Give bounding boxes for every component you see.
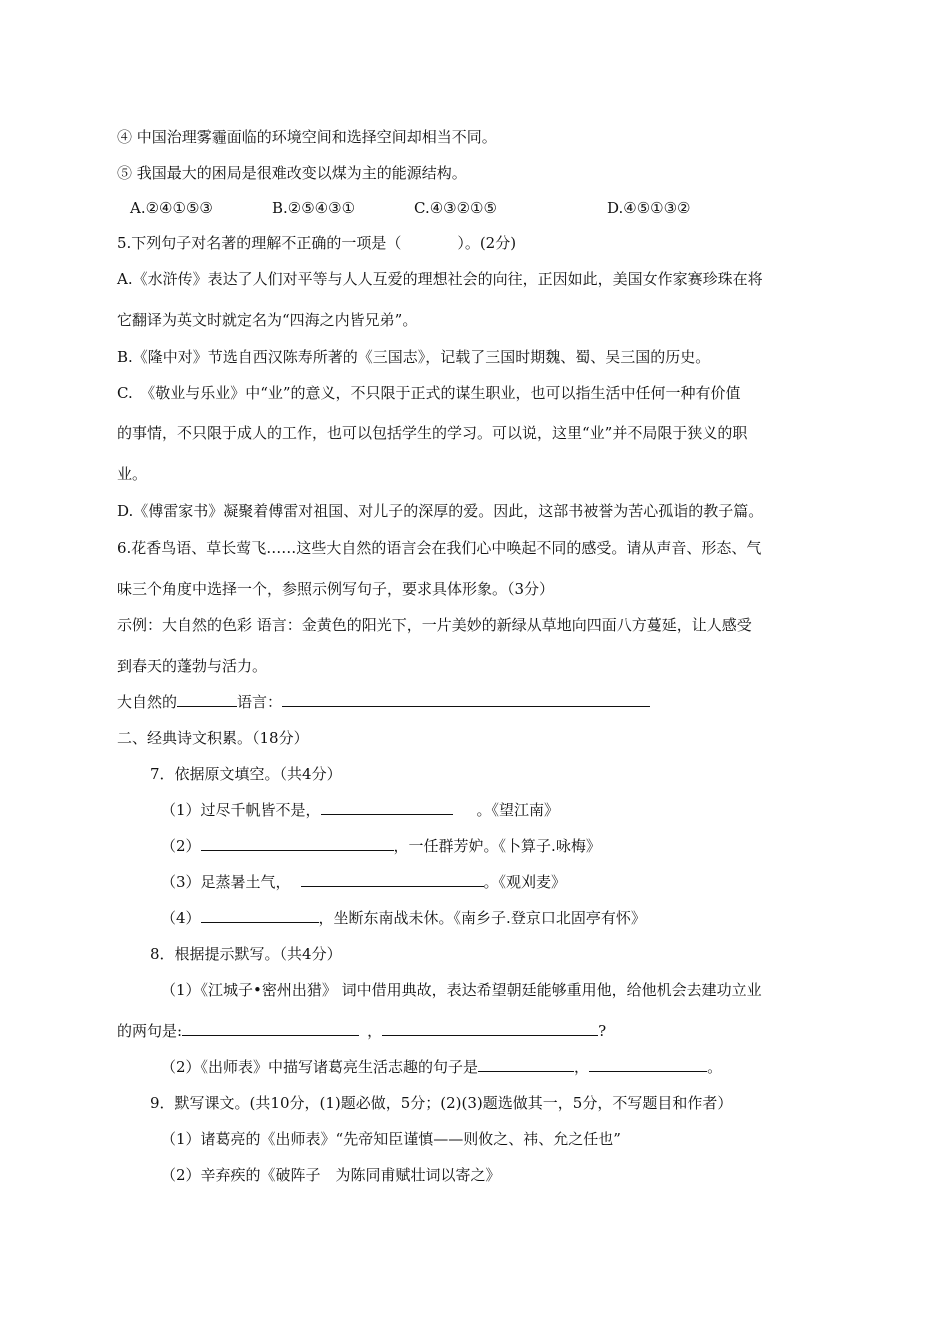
q5-option-c-line-1: C. 《敬业与乐业》中“业”的意义，不只限于正式的谋生职业，也可以指生活中任何一种有价值 <box>117 384 741 402</box>
q8-item-2-blank-1[interactable] <box>478 1056 574 1072</box>
q8-item-2 <box>161 1056 722 1078</box>
q7-item-4-number: （4） <box>161 909 201 927</box>
q8-title: 8．根据提示默写。（共4分） <box>150 945 342 963</box>
q6-language-blank[interactable] <box>282 691 650 707</box>
q7-item-2 <box>161 835 601 857</box>
q8-item-1-mark: ? <box>598 1022 607 1040</box>
q5-stem-score: ）。(2分) <box>457 234 517 252</box>
section-2-title: 二、经典诗文积累。（18分） <box>117 729 309 747</box>
q9-title: 9．默写课文。(共10分，(1)题必做，5分；(2)(3)题选做其一，5分，不写题目和作者） <box>150 1094 733 1112</box>
q5-stem-text: 5.下列句子对名著的理解不正确的一项是（ <box>117 234 402 252</box>
q6-example-line-1: 示例：大自然的色彩 语言：金黄色的阳光下，一片美妙的新绿从草地向四面八方蔓延，让人感受 <box>117 616 752 634</box>
q4-item-5: ⑤ 我国最大的困局是很难改变以煤为主的能源结构。 <box>117 164 467 182</box>
q7-item-2-text: ，一任群芳妒。《卜算子.咏梅》 <box>393 837 601 855</box>
q7-item-3-text: （3）足蒸暑土气， <box>161 873 291 891</box>
q5-option-d: D.《傅雷家书》凝聚着傅雷对祖国、对儿子的深厚的爱。因此，这部书被誉为苦心孤诣的教子篇。 <box>117 502 764 520</box>
q6-topic-blank[interactable] <box>177 691 237 707</box>
q5-option-c-line-2: 的事情，不只限于成人的工作，也可以包括学生的学习。可以说，这里“业”并不局限于狭义的职 <box>117 424 748 442</box>
q5-option-a-line-2: 它翻译为英文时就定名为“四海之内皆兄弟”。 <box>117 311 418 329</box>
q8-item-2-blank-2[interactable] <box>589 1056 707 1072</box>
q8-item-1-prefix: 的两句是: <box>117 1022 183 1040</box>
q7-item-1-blank[interactable] <box>321 799 453 815</box>
q6-answer-line <box>117 691 650 713</box>
q9-item-2: （2）辛弃疾的《破阵子 为陈同甫赋壮词以寄之》 <box>161 1166 501 1184</box>
q4-option-a: A.②④①⑤③ <box>130 199 213 217</box>
q7-item-3-source: 。《观刈麦》 <box>483 873 567 891</box>
q8-item-1-line-1: （1）《江城子•密州出猎》 词中借用典故，表达希望朝廷能够重用他，给他机会去建功立业 <box>161 981 762 999</box>
q6-language-label: 语言： <box>237 693 283 711</box>
q4-option-b: B.②⑤④③① <box>272 199 356 217</box>
q7-item-4-text: ，坐断东南战未休。《南乡子.登京口北固亭有怀》 <box>318 909 646 927</box>
q7-item-1-source: 。《望江南》 <box>476 801 560 819</box>
q8-item-1-blank-1[interactable] <box>182 1020 359 1036</box>
q6-answer-label: 大自然的 <box>117 693 178 711</box>
q7-item-2-number: （2） <box>161 837 201 855</box>
q5-option-b: B.《隆中对》节选自西汉陈寿所著的《三国志》，记载了三国时期魏、蜀、吴三国的历史。 <box>117 348 711 366</box>
q7-item-4-blank[interactable] <box>201 907 319 923</box>
q7-title: 7．依据原文填空。（共4分） <box>150 765 342 783</box>
q5-stem <box>117 232 516 254</box>
q7-item-1 <box>161 799 559 821</box>
q7-item-4 <box>161 907 646 929</box>
q7-item-3 <box>161 871 566 893</box>
q6-line-2: 味三个角度中选择一个，参照示例写句子，要求具体形象。（3分） <box>117 580 555 598</box>
q5-option-a-line-1: A.《水浒传》表达了人们对平等与人人互爱的理想社会的向往，正因如此，美国女作家赛珍珠在将 <box>117 270 763 288</box>
q7-item-1-text: （1）过尽千帆皆不是， <box>161 801 321 819</box>
q8-item-2-comma: ， <box>574 1058 590 1076</box>
q7-item-3-blank[interactable] <box>301 871 484 887</box>
q4-item-4: ④ 中国治理雾霾面临的环境空间和选择空间却相当不同。 <box>117 128 497 146</box>
q4-option-d: D.④⑤①③② <box>607 199 691 217</box>
q8-item-1-line-2 <box>117 1020 606 1042</box>
q8-item-2-text: （2）《出师表》中描写诸葛亮生活志趣的句子是 <box>161 1058 479 1076</box>
q7-item-2-blank[interactable] <box>201 835 394 851</box>
q6-line-1: 6.花香鸟语、草长莺飞……这些大自然的语言会在我们心中唤起不同的感受。请从声音、形态、气 <box>117 539 762 557</box>
q8-item-1-comma: ， <box>367 1022 383 1040</box>
q6-example-line-2: 到春天的蓬勃与活力。 <box>117 657 268 675</box>
q5-option-c-line-3: 业。 <box>117 465 148 483</box>
q9-item-1: （1）诸葛亮的《出师表》“先帝知臣谨慎——则攸之、祎、允之任也” <box>161 1130 621 1148</box>
q8-item-1-blank-2[interactable] <box>382 1020 598 1036</box>
q8-item-2-period: 。 <box>707 1058 723 1076</box>
q4-option-c: C.④③②①⑤ <box>414 199 497 217</box>
